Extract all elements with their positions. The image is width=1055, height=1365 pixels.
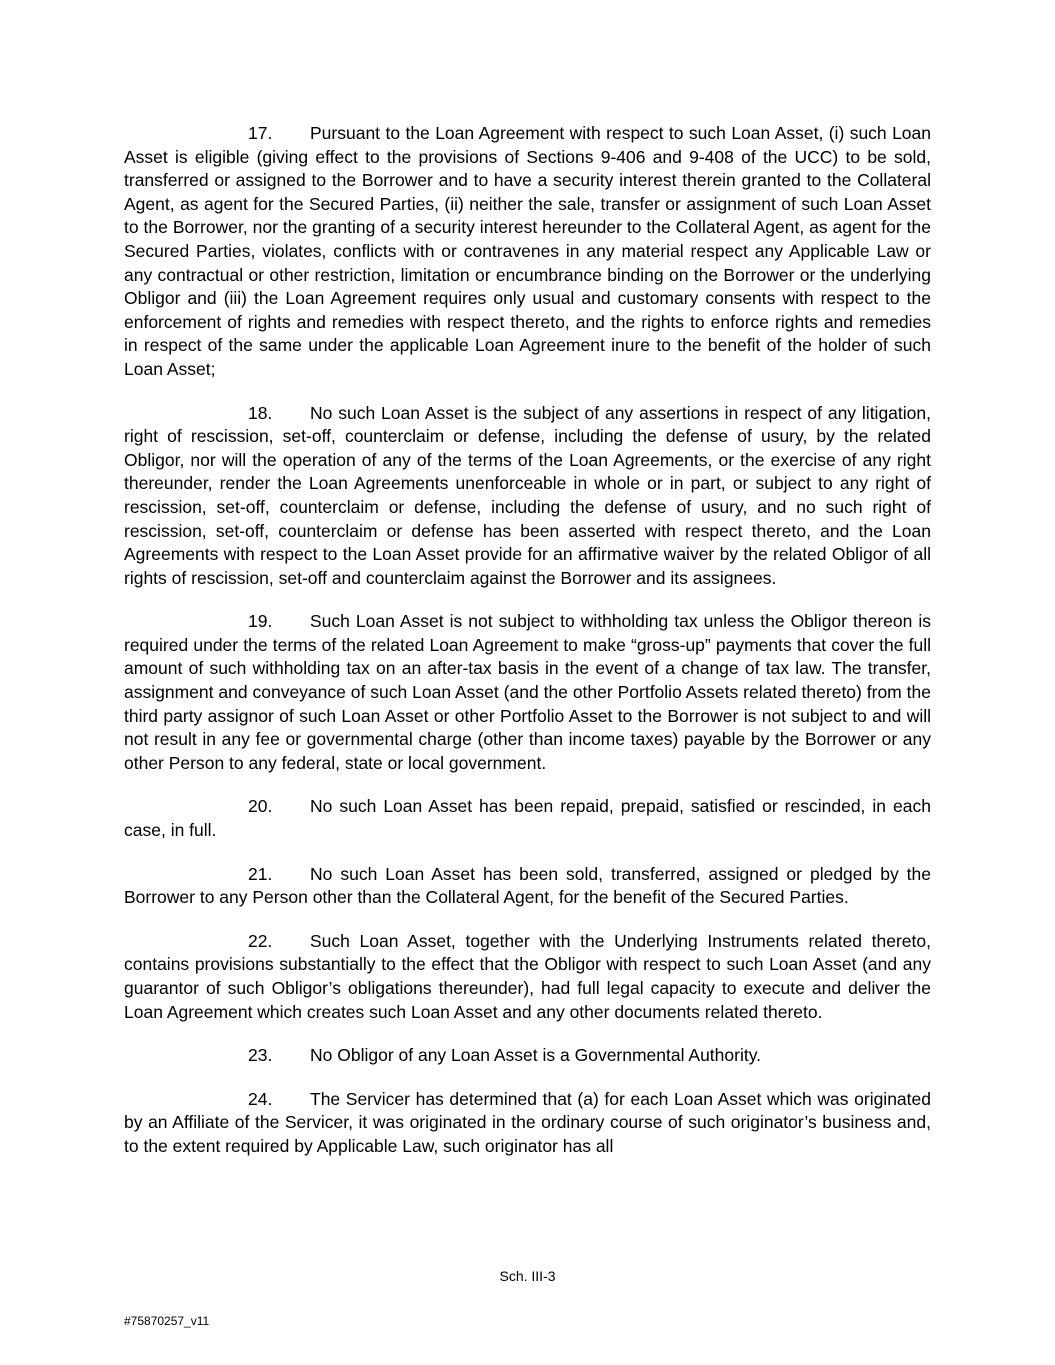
paragraph-23 — [124, 1044, 931, 1068]
paragraph-number: 21. — [248, 863, 273, 884]
paragraph-18 — [124, 402, 931, 591]
paragraph-text: The Servicer has determined that (a) for each Loan Asset which was originated by an Affiliate of the Servicer, it was originated in the ordinary course of such originator’s business and, to the extent required by Applicable Law, such originator has all — [124, 1088, 931, 1156]
paragraph-number: 24. — [248, 1088, 273, 1109]
paragraph-20 — [124, 795, 931, 842]
page-number-label: Sch. III-3 — [499, 1268, 556, 1284]
paragraph-number: 22. — [248, 930, 273, 951]
paragraph-21 — [124, 863, 931, 910]
paragraph-number: 19. — [248, 611, 273, 632]
document-body — [124, 122, 931, 1179]
paragraph-number: 17. — [248, 123, 273, 143]
paragraph-17 — [124, 122, 931, 382]
paragraph-number: 20. — [248, 796, 273, 817]
paragraph-text: Such Loan Asset, together with the Underlying Instruments related thereto, contains provisions substantially to the effect that the Obligor with respect to such Loan Asset (and any guarantor of such Obligor’s obligations thereunder), had full legal capacity to execute and deliver the Loan Agreement which creates such Loan Asset and any other documents related thereto. — [124, 930, 931, 1022]
paragraph-text: No such Loan Asset has been sold, transferred, assigned or pledged by the Borrower to any Person other than the Collateral Agent, for the benefit of the Secured Parties. — [124, 863, 931, 908]
paragraph-text: No such Loan Asset is the subject of any assertions in respect of any litigation, right of rescission, set-off, counterclaim or defense, including the defense of usury, by the related Obligor, nor will the operation of any of the terms of the Loan Agreements, or the exercise of any right thereunder, render the Loan Agreements unenforceable in whole or in part, or subject to any right of rescission, set-off, counterclaim or defense, including the defense of usury, and no such right of rescission, set-off, counterclaim or defense has been asserted with respect thereto, and the Loan Agreements with respect to the Loan Asset provide for an affirmative waiver by the related Obligor of all rights of rescission, set-off and counterclaim against the Borrower and its assignees. — [124, 402, 931, 588]
paragraph-22 — [124, 930, 931, 1024]
paragraph-number: 23. — [248, 1045, 273, 1066]
document-id: #75870257_v11 — [124, 1314, 210, 1328]
paragraph-24 — [124, 1088, 931, 1159]
paragraph-text: Such Loan Asset is not subject to withholding tax unless the Obligor thereon is required under the terms of the related Loan Agreement to make “gross-up” payments that cover the full amount of such withholding tax on an after-tax basis in the event of a change of tax law. The transfer, assignment and conveyance of such Loan Asset (and the other Portfolio Assets related thereto) from the third party assignor of such Loan Asset or other Portfolio Asset to the Borrower is not subject to and will not result in any fee or governmental charge (other than income taxes) payable by the Borrower or any other Person to any federal, state or local government. — [124, 611, 931, 773]
paragraph-text: No such Loan Asset has been repaid, prepaid, satisfied or rescinded, in each case, in full. — [124, 796, 931, 841]
paragraph-text: No Obligor of any Loan Asset is a Governmental Authority. — [310, 1045, 762, 1066]
paragraph-text: Pursuant to the Loan Agreement with respect to such Loan Asset, (i) such Loan Asset is eligible (giving effect to the provisions of Sections 9-406 and 9-408 of the UCC) to be sold, transferred or assigned to the Borrower and to have a security interest therein granted to the Collateral Agent, as agent for the Secured Parties, (ii) neither the sale, transfer or assignment of such Loan Asset to the Borrower, nor the granting of a security interest hereunder to the Collateral Agent, as agent for the Secured Parties, violates, conflicts with or contravenes in any material respect any Applicable Law or any contractual or other restriction, limitation or encumbrance binding on the Borrower or the underlying Obligor and (iii) the Loan Agreement requires only usual and customary consents with respect to the enforcement of rights and remedies with respect thereto, and the rights to enforce rights and remedies in respect of the same under the applicable Loan Agreement inure to the benefit of the holder of such Loan Asset; — [124, 123, 931, 379]
paragraph-19 — [124, 610, 931, 775]
paragraph-number: 18. — [248, 402, 273, 423]
